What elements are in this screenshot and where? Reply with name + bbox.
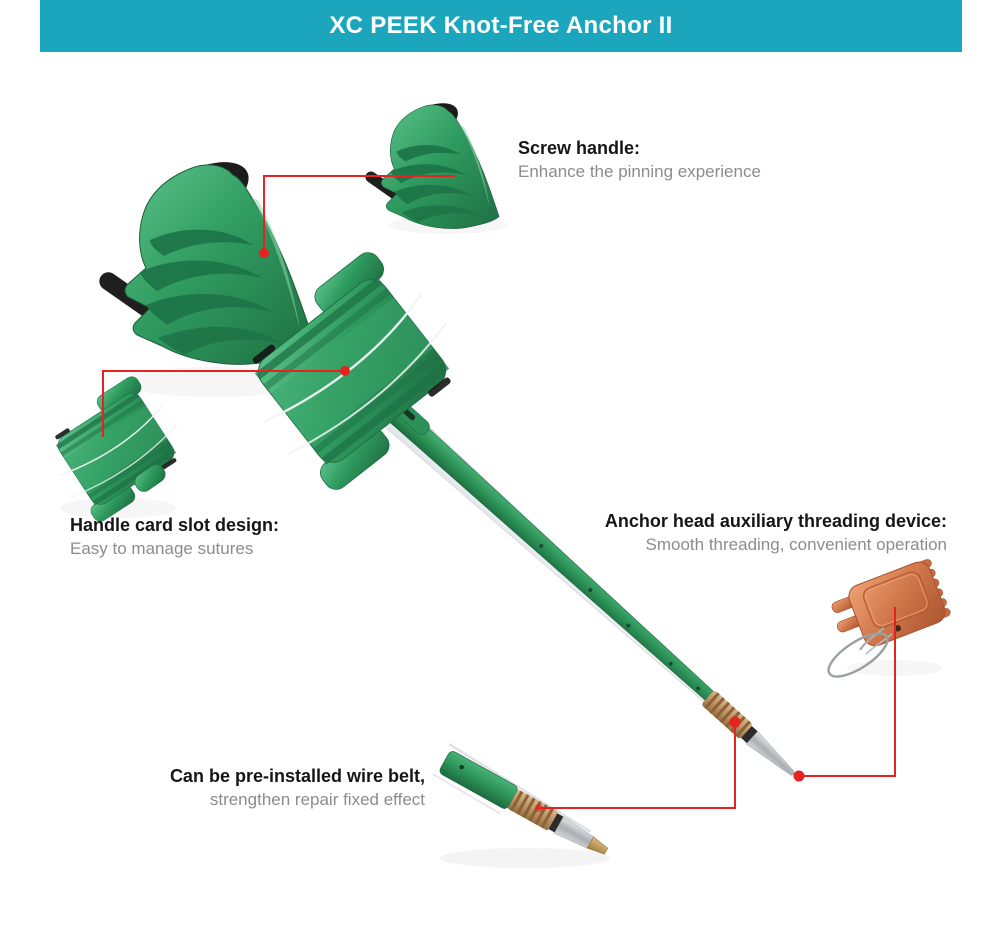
annotation-subtitle: Easy to manage sutures <box>70 539 254 558</box>
annotation-handle-card-slot <box>70 513 279 561</box>
annotation-screw-handle <box>518 136 761 184</box>
callout-dot-threading-device <box>794 771 805 782</box>
annotation-subtitle: Enhance the pinning experience <box>518 162 761 181</box>
annotation-wire-belt <box>170 764 425 812</box>
annotation-title: Screw handle: <box>518 138 641 158</box>
annotation-title: Handle card slot design: <box>70 515 280 535</box>
page-title: XC PEEK Knot-Free Anchor II <box>329 12 673 39</box>
annotation-threading-device <box>605 509 947 557</box>
callout-dot-card-slot <box>340 366 350 376</box>
callout-dot-closeup <box>535 804 543 812</box>
annotation-title: Can be pre-installed wire belt, <box>169 766 425 786</box>
screw-handle-detail-image <box>363 94 499 228</box>
annotation-subtitle: strengthen repair fixed effect <box>209 790 425 809</box>
callout-dot-screw-handle <box>259 248 269 258</box>
annotation-title: Anchor head auxiliary threading device: <box>604 511 947 531</box>
wire-belt-coil <box>701 690 753 740</box>
callout-dot-wire-belt <box>730 717 741 728</box>
main-screw-handle <box>96 148 315 365</box>
annotation-subtitle: Smooth threading, convenient operation <box>645 535 947 554</box>
callout-line-wire-belt <box>538 722 735 808</box>
